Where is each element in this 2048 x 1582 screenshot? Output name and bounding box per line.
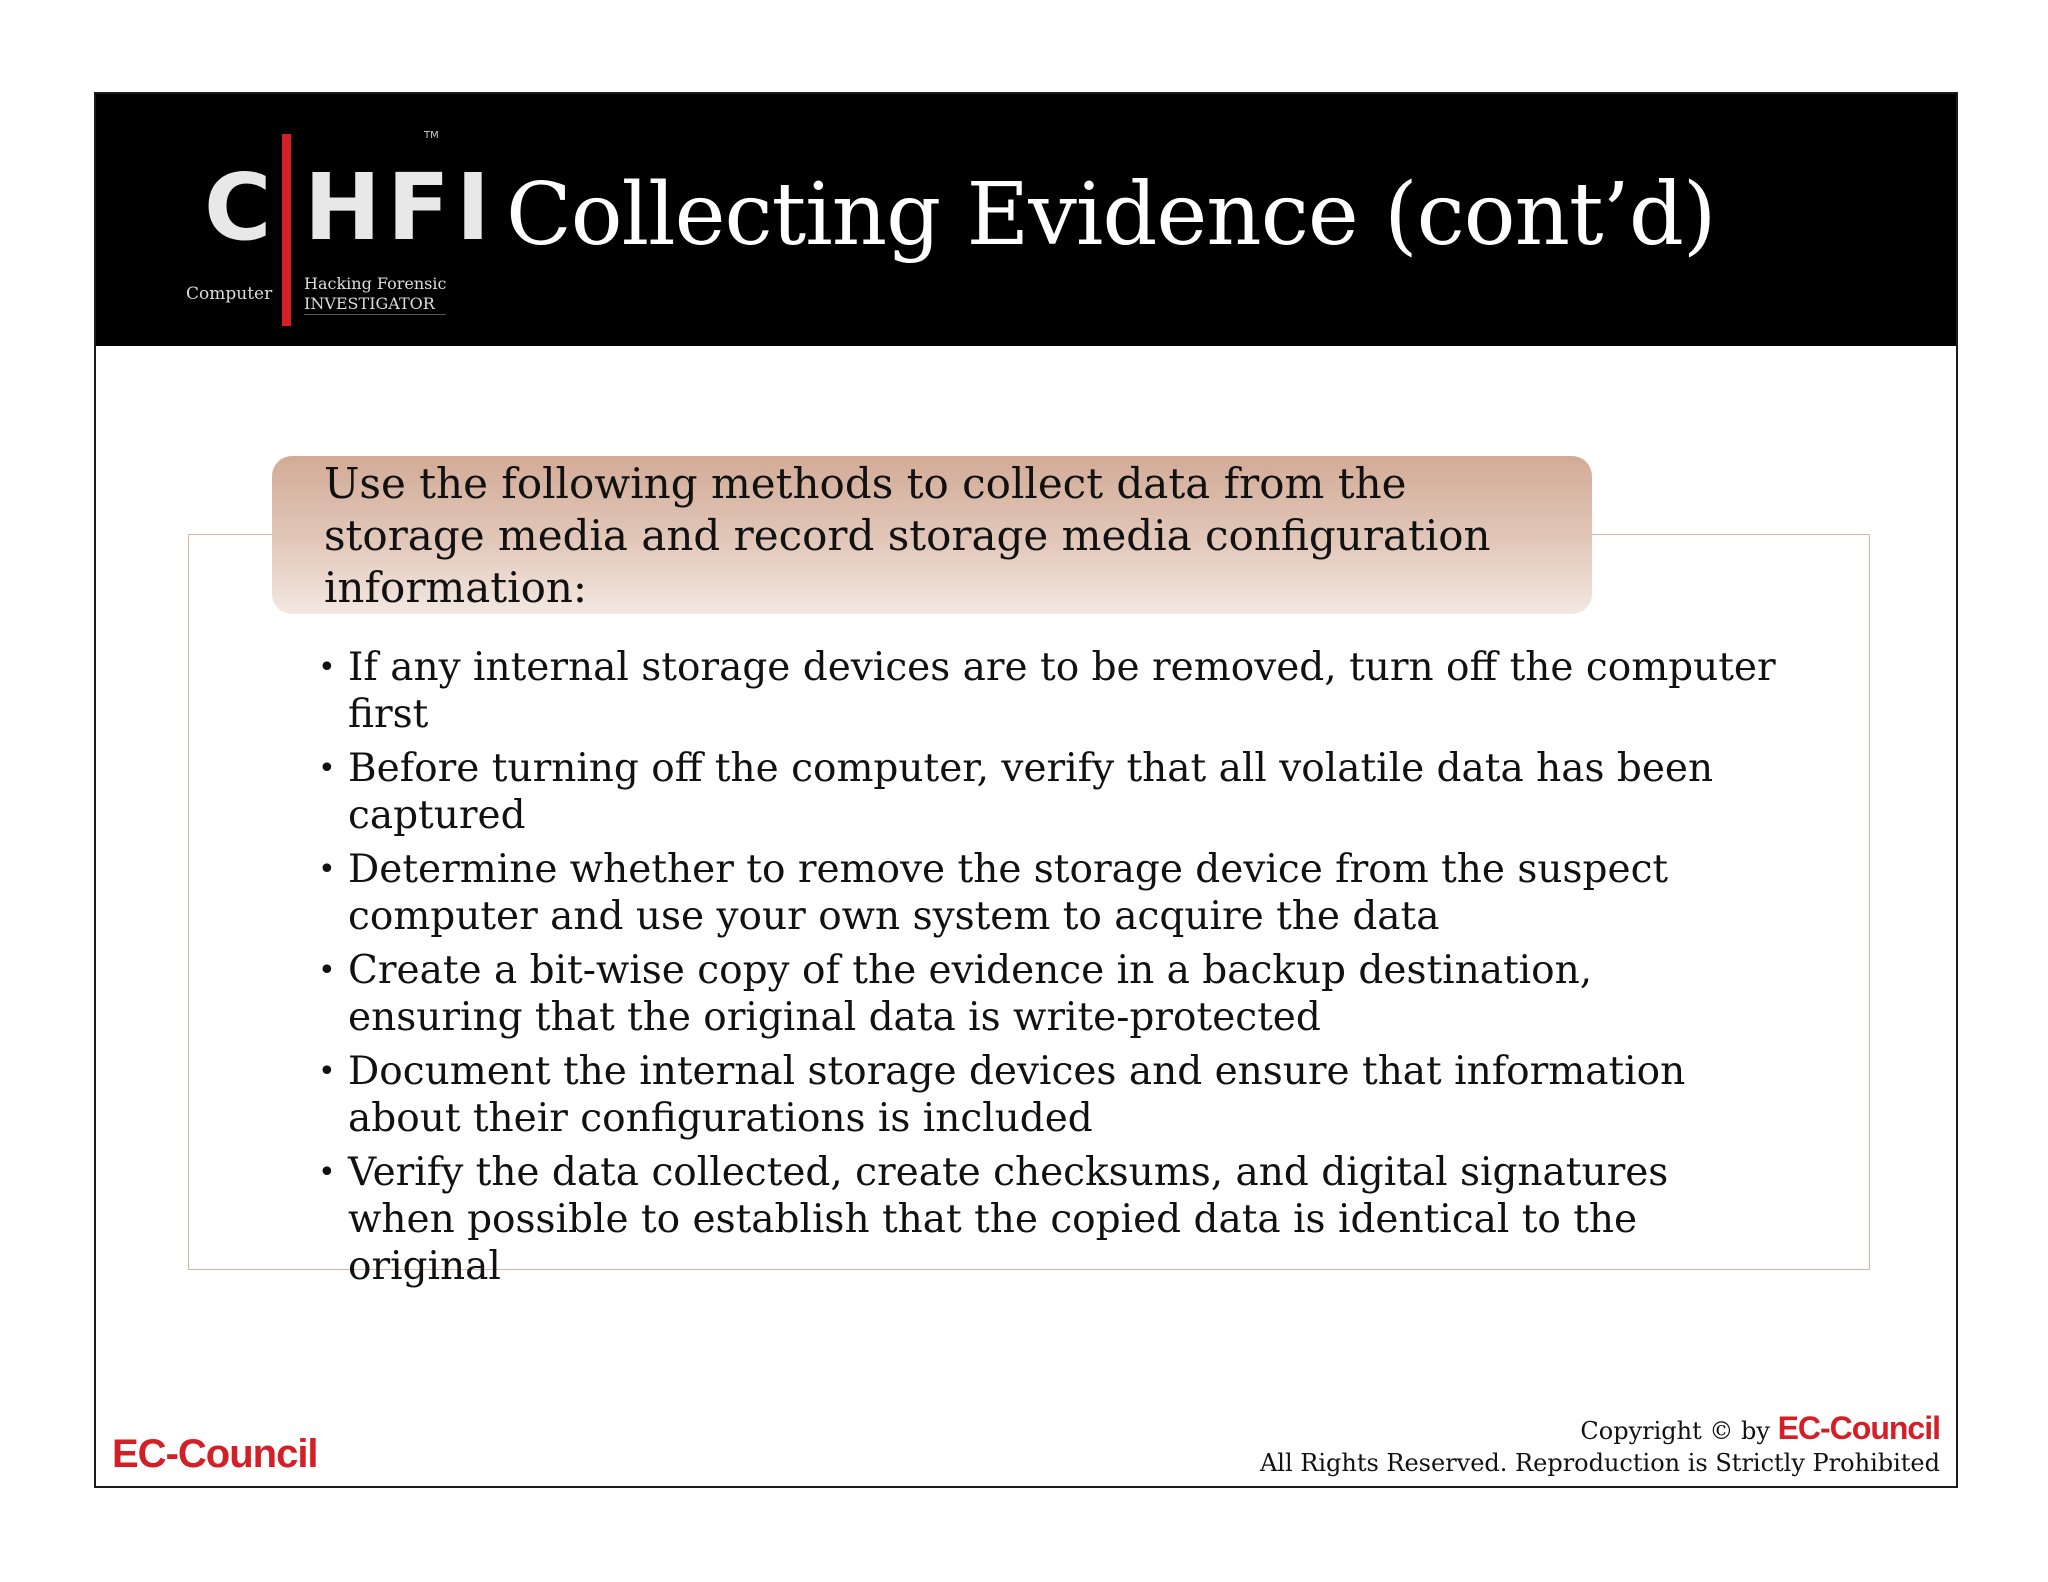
ec-council-logo: EC-Council: [112, 1432, 318, 1476]
logo-trademark: TM: [424, 130, 439, 141]
list-item-text: Document the internal storage devices and ensure that information about their configurations is included: [348, 1049, 1686, 1141]
logo-c-letter: C: [204, 154, 272, 261]
copyright-prefix: Copyright © by: [1580, 1417, 1770, 1445]
slide-header: [96, 94, 1956, 346]
copyright-brand: EC-Council: [1777, 1410, 1940, 1446]
list-item: [318, 1048, 1778, 1142]
list-item: [318, 1149, 1778, 1290]
list-item-text: If any internal storage devices are to be removed, turn off the computer first: [348, 645, 1776, 737]
bullet-icon: •: [318, 650, 336, 685]
list-item-text: Create a bit-wise copy of the evidence in a backup destination, ensuring that the original data is write-protected: [348, 948, 1593, 1040]
copyright-line: [1260, 1412, 1940, 1447]
chfi-logo: [142, 114, 497, 324]
copyright-notice: [1260, 1412, 1940, 1479]
list-item: [318, 644, 1778, 738]
slide: [94, 92, 1958, 1488]
bullet-icon: •: [318, 953, 336, 988]
intro-callout: [272, 456, 1592, 614]
slide-title: Collecting Evidence (cont’d): [506, 165, 1716, 265]
bullet-icon: •: [318, 1155, 336, 1190]
list-item-text: Determine whether to remove the storage device from the suspect computer and use your own system to acquire the data: [348, 847, 1669, 939]
bullet-icon: •: [318, 751, 336, 786]
bullet-list: [318, 644, 1778, 1297]
logo-red-bar: [282, 134, 291, 326]
list-item-text: Before turning off the computer, verify that all volatile data has been captured: [348, 746, 1714, 838]
list-item-text: Verify the data collected, create checksums, and digital signatures when possible to establish that the copied data is identical to the original: [348, 1150, 1669, 1289]
rights-reserved: All Rights Reserved. Reproduction is Strictly Prohibited: [1259, 1449, 1940, 1477]
list-item: [318, 745, 1778, 839]
intro-text: Use the following methods to collect data from the storage media and record storage media configuration information:: [324, 459, 1491, 612]
logo-computer-label: Computer: [186, 284, 273, 304]
bullet-icon: •: [318, 1054, 336, 1089]
logo-hfi-letters: HFI: [304, 154, 497, 261]
bullet-icon: •: [318, 852, 336, 887]
logo-investigator: INVESTIGATOR: [304, 294, 435, 313]
logo-hacking-forensic: Hacking Forensic: [304, 274, 447, 293]
list-item: [318, 947, 1778, 1041]
logo-tagline: [304, 274, 446, 315]
list-item: [318, 846, 1778, 940]
